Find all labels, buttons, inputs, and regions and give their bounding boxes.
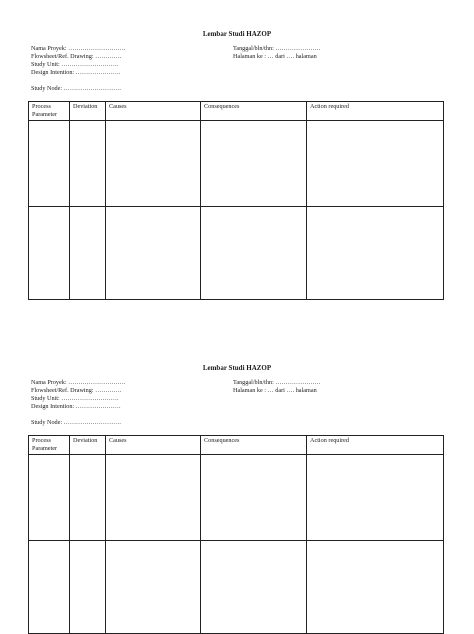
page-number-field: Halaman ke : … dari …. halaman <box>233 387 317 394</box>
table-cell <box>29 207 70 300</box>
col-header-consequences: Consequences <box>201 102 307 121</box>
study-unit-field: Study Unit: ………………………. <box>31 61 119 68</box>
col-header-process-parameter: Process Parameter <box>29 436 70 455</box>
date-field: Tanggal/bln/thn: …………………. <box>233 379 321 386</box>
table-row <box>29 207 444 300</box>
col-header-process-parameter: Process Parameter <box>29 102 70 121</box>
table-cell <box>201 207 307 300</box>
sheet-title: Lembar Studi HAZOP <box>202 30 272 38</box>
table-header-row <box>29 436 444 455</box>
project-name-field: Nama Proyek: ………………………. <box>31 379 126 386</box>
table-cell <box>307 121 444 207</box>
study-node-field: Study Node: ………………………. <box>31 419 121 426</box>
table-cell <box>106 121 201 207</box>
col-header-action-required: Action required <box>307 436 444 455</box>
table-cell <box>307 207 444 300</box>
table-cell <box>201 541 307 634</box>
table-cell <box>29 121 70 207</box>
table-cell <box>106 455 201 541</box>
col-header-action-required: Action required <box>307 102 444 121</box>
col-header-deviation: Deviation <box>70 436 106 455</box>
flowsheet-field: Flowsheet/Ref. Drawing: …………. <box>31 387 122 394</box>
design-intention-field: Design Intention: …………………. <box>31 403 121 410</box>
design-intention-field: Design Intention: …………………. <box>31 69 121 76</box>
hazop-table <box>28 435 444 634</box>
date-field: Tanggal/bln/thn: …………………. <box>233 45 321 52</box>
col-header-causes: Causes <box>106 436 201 455</box>
hazop-table <box>28 101 444 300</box>
page-number-field: Halaman ke : … dari …. halaman <box>233 53 317 60</box>
table-cell <box>106 541 201 634</box>
table-cell <box>307 455 444 541</box>
table-cell <box>29 455 70 541</box>
table-row <box>29 121 444 207</box>
table-header-row <box>29 102 444 121</box>
table-cell <box>201 455 307 541</box>
table-cell <box>201 121 307 207</box>
table-row <box>29 455 444 541</box>
table-cell <box>70 207 106 300</box>
table-cell <box>70 455 106 541</box>
study-unit-field: Study Unit: ………………………. <box>31 395 119 402</box>
sheet-title: Lembar Studi HAZOP <box>202 364 272 372</box>
col-header-causes: Causes <box>106 102 201 121</box>
flowsheet-field: Flowsheet/Ref. Drawing: …………. <box>31 53 122 60</box>
col-header-consequences: Consequences <box>201 436 307 455</box>
study-node-field: Study Node: ………………………. <box>31 85 121 92</box>
table-cell <box>70 541 106 634</box>
table-cell <box>70 121 106 207</box>
project-name-field: Nama Proyek: ………………………. <box>31 45 126 52</box>
table-cell <box>106 207 201 300</box>
table-cell <box>29 541 70 634</box>
table-row <box>29 541 444 634</box>
table-cell <box>307 541 444 634</box>
col-header-deviation: Deviation <box>70 102 106 121</box>
